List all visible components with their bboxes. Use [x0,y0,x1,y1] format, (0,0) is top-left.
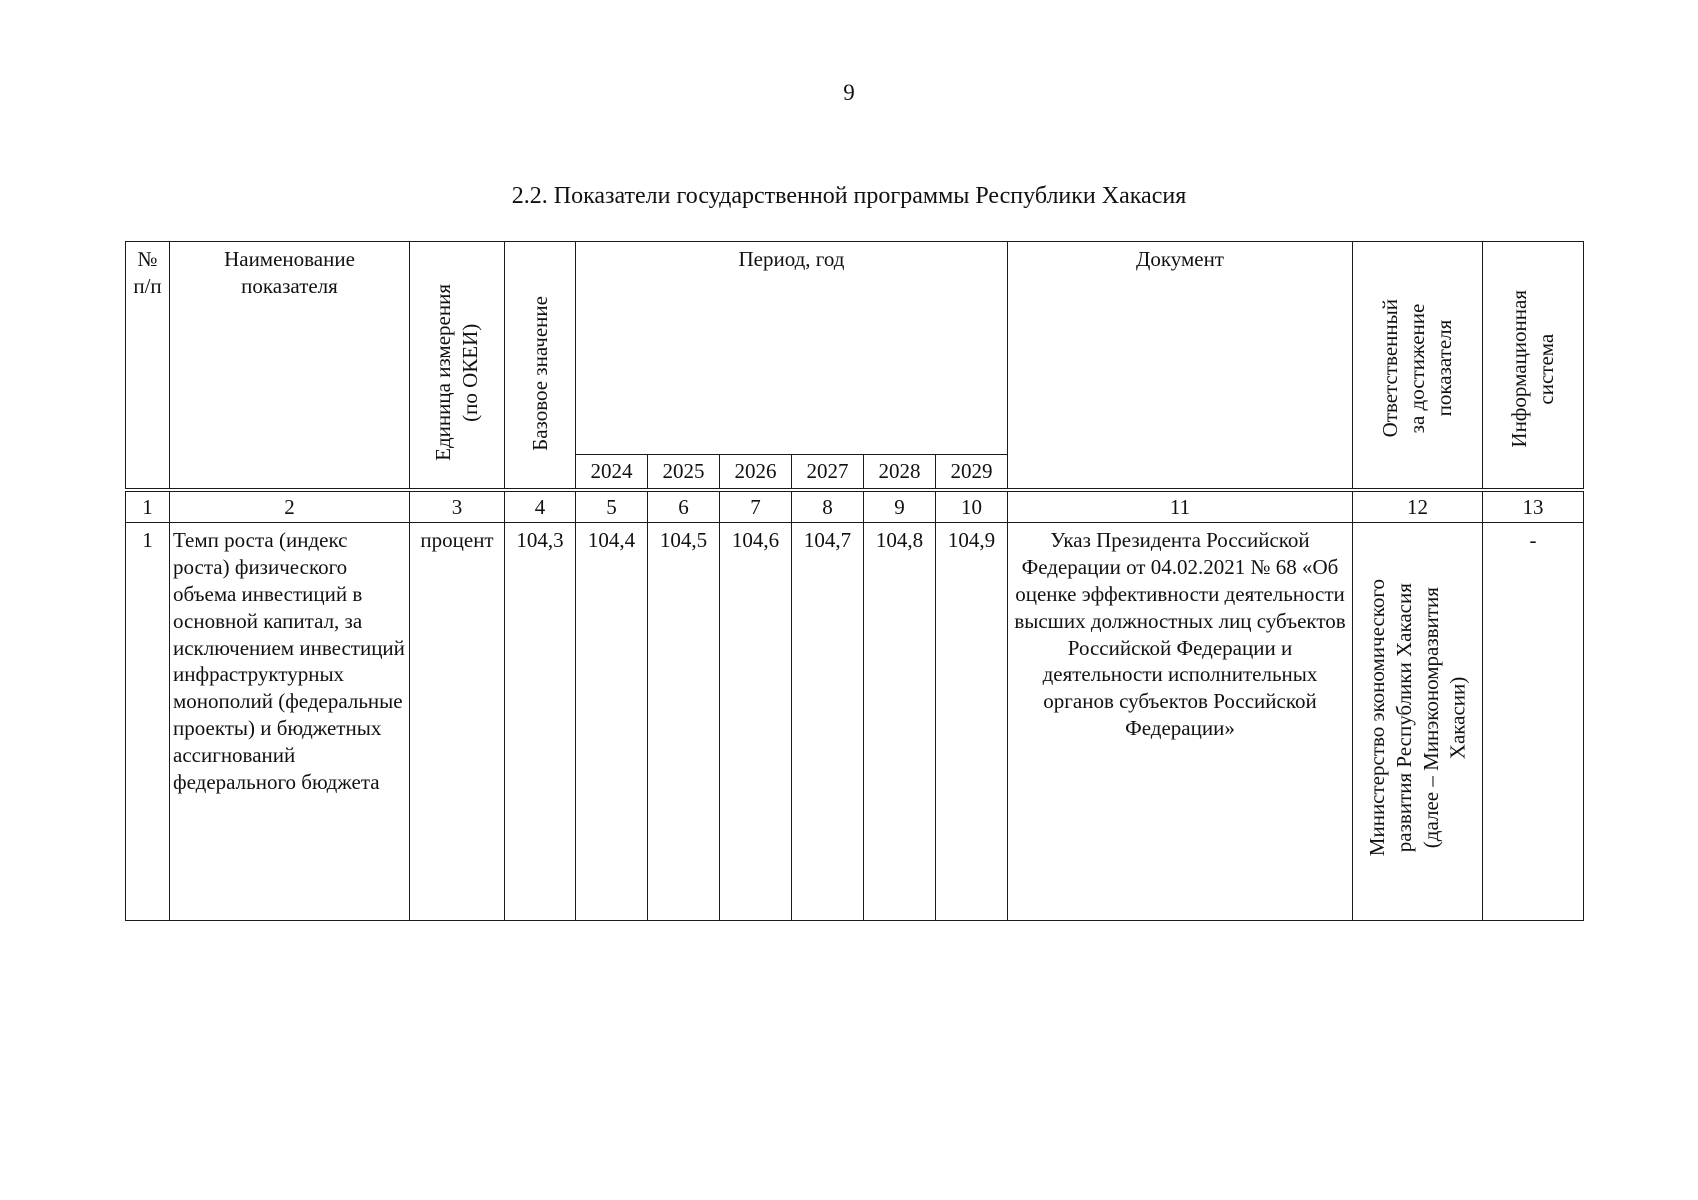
column-number: 3 [410,492,505,523]
year-value: 104,7 [792,523,864,921]
column-number: 4 [505,492,576,523]
year-value: 104,6 [720,523,792,921]
column-number: 6 [648,492,720,523]
year-value: 104,8 [864,523,936,921]
document-reference: Указ Президента Российской Федерации от 04.02.2021 № 68 «Об оценке эффективности деятельности высших должностных лиц субъектов Российской Федерации и деятельности исполнительных органов субъектов Российской Федерации» [1008,523,1353,921]
header-base-cell [505,242,576,489]
year-value: 104,5 [648,523,720,921]
header-year: 2026 [720,455,792,489]
table-row [126,523,1584,921]
indicators-table [125,241,1584,921]
column-number: 7 [720,492,792,523]
base-value: 104,3 [505,523,576,921]
header-responsible-cell [1353,242,1483,489]
column-number: 8 [792,492,864,523]
year-value: 104,4 [576,523,648,921]
header-unit-cell [410,242,505,489]
header-info-system: Информационная система [1507,289,1558,448]
column-number: 1 [126,492,170,523]
header-unit: Единица измерения (по ОКЕИ) [431,284,482,462]
unit-value: процент [410,523,505,921]
header-responsible: Ответственный за достижение показателя [1378,298,1456,438]
header-info-system-cell [1483,242,1584,489]
header-year: 2024 [576,455,648,489]
header-row [126,242,1584,455]
header-name: Наименование показателя [170,242,410,489]
header-year: 2027 [792,455,864,489]
column-number: 12 [1353,492,1483,523]
indicator-name: Темп роста (индекс роста) физического объема инвестиций в основной капитал, за исключением инвестиций инфраструктурных монополий (федеральные проекты) и бюджетных ассигнований федерального бюджета [170,523,410,921]
column-number: 11 [1008,492,1353,523]
page-number: 9 [843,80,855,105]
responsible-cell [1353,523,1483,921]
header-base: Базовое значение [527,296,552,452]
header-year: 2029 [936,455,1008,489]
header-document: Документ [1008,242,1353,489]
column-number-row [126,492,1584,523]
column-number: 2 [170,492,410,523]
info-system-value: - [1483,523,1584,921]
header-year: 2028 [864,455,936,489]
column-number: 10 [936,492,1008,523]
year-value: 104,9 [936,523,1008,921]
column-number: 13 [1483,492,1584,523]
column-number: 9 [864,492,936,523]
header-year: 2025 [648,455,720,489]
column-number: 5 [576,492,648,523]
header-num: № п/п [126,242,170,489]
header-period: Период, год [576,242,1008,455]
responsible-body: Министерство экономического развития Республики Хакасия (далее – Минэкономразвития Хакасии) [1364,579,1470,857]
section-title: 2.2. Показатели государственной программы Республики Хакасия [511,183,1187,209]
row-number: 1 [126,523,170,921]
